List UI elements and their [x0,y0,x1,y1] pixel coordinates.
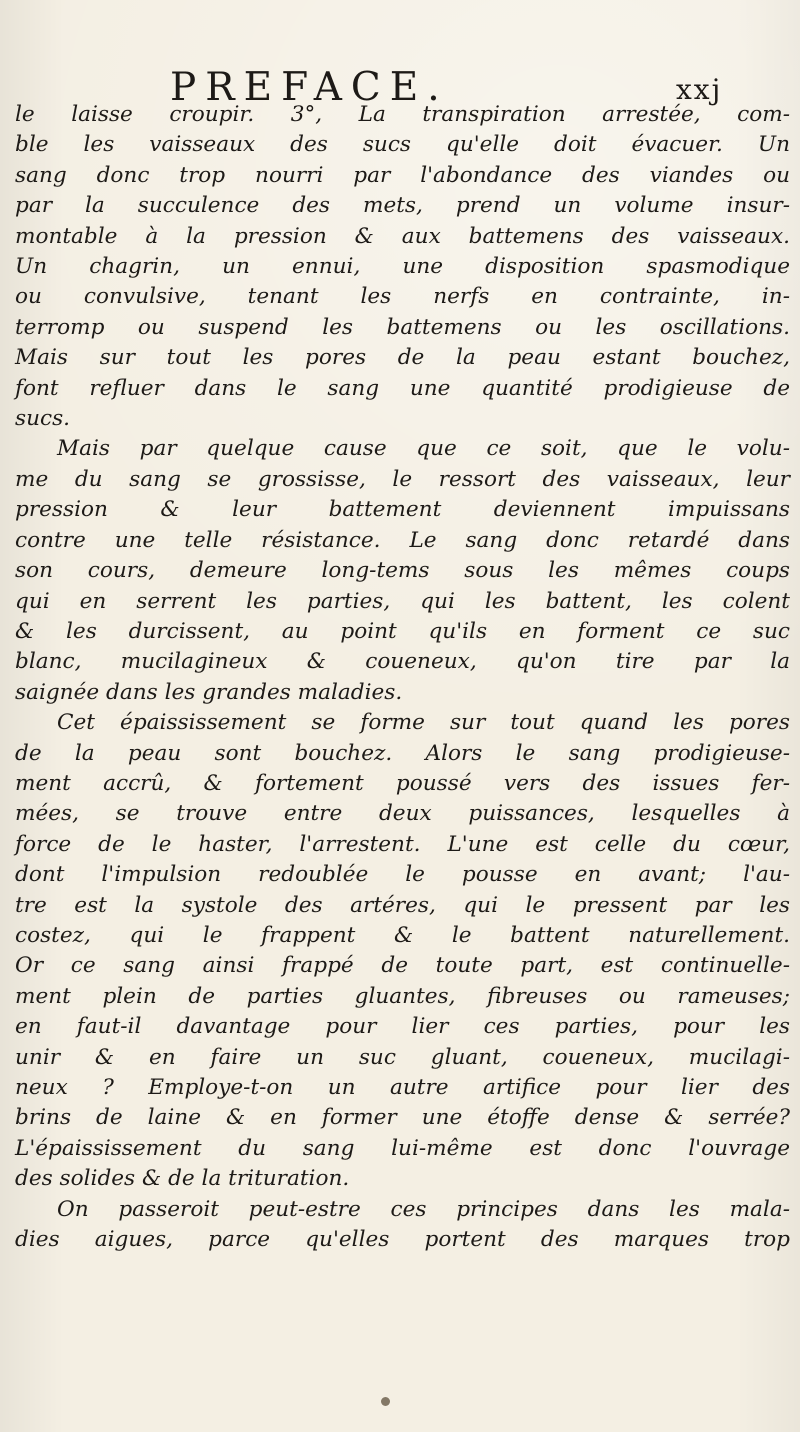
text-line: son cours, demeure long-tems sous les mêmes coups [15,558,790,584]
text-line: de la peau sont bouchez. Alors le sang prodigieuse- [15,740,790,766]
text-line: ment accrû, & fortement poussé vers des issues fer- [15,770,790,796]
text-line: sucs. [15,406,71,432]
text-line: le laisse croupir. 3°, La transpiration arrestée, com- [15,102,790,127]
text-line: Cet épaississement se forme sur tout quand les pores [57,710,790,736]
text-line: sang donc trop nourri par l'abondance des viandes ou [15,162,790,188]
text-line: montable à la pression & aux battemens des vaisseaux. [15,223,790,249]
text-line: neux ? Employe-t-on un autre artifice pour lier des [15,1075,790,1100]
text-line: tre est la systole des artéres, qui le pressent par les [15,892,790,918]
text-line: des solides & de la trituration. [15,1166,350,1192]
text-line: dies aigues, parce qu'elles portent des marques trop [15,1227,790,1253]
ink-blot [381,1397,390,1406]
text-line: On passeroit peut-estre ces principes dans les mala- [57,1196,790,1222]
text-line: & les durcissent, au point qu'ils en forment ce suc [15,618,790,644]
text-line: blanc, mucilagineux & coueneux, qu'on tire par la [15,649,790,675]
text-line: en faut-il davantage pour lier ces parties, pour les [15,1014,790,1040]
text-line: ment plein de parties gluantes, fibreuses ou rameuses; [15,983,790,1009]
text-line: me du sang se grossisse, le ressort des vaisseaux, leur [15,466,790,492]
text-line: terromp ou suspend les battemens ou les oscillations. [15,314,790,340]
text-line: Un chagrin, un ennui, une disposition spasmodique [15,254,790,280]
text-line: pression & leur battement deviennent impuissans [15,497,790,523]
text-line: ble les vaisseaux des sucs qu'elle doit évacuer. Un [15,132,790,158]
text-line: saignée dans les grandes maladies. [15,679,403,705]
body-text [15,100,790,1255]
text-line: par la succulence des mets, prend un volume insur- [15,193,790,219]
text-line: costez, qui le frappent & le battent naturellement. [15,922,790,948]
text-line: unir & en faire un suc gluant, coueneux, mucilagi- [15,1044,790,1070]
text-line: brins de laine & en former une étoffe dense & serrée? [15,1105,790,1131]
text-line: ou convulsive, tenant les nerfs en contrainte, in- [15,284,790,310]
text-line: mées, se trouve entre deux puissances, lesquelles à [15,801,790,827]
text-line: contre une telle résistance. Le sang donc retardé dans [15,527,790,553]
text-line: L'épaississement du sang lui-même est donc l'ouvrage [15,1135,790,1161]
text-line: dont l'impulsion redoublée le pousse en avant; l'au- [15,862,790,888]
text-line: font refluer dans le sang une quantité prodigieuse de [15,375,790,401]
text-line: Mais par quelque cause que ce soit, que le volu- [57,436,790,462]
text-line: qui en serrent les parties, qui les battent, les colent [15,588,790,614]
text-line: Mais sur tout les pores de la peau estant bouchez, [15,345,790,371]
text-line: Or ce sang ainsi frappé de toute part, est continuelle- [15,953,790,979]
page-number: xxj [676,73,723,106]
running-title: PREFACE. [170,65,449,110]
text-line: force de le haster, l'arrestent. L'une est celle du cœur, [15,831,790,857]
